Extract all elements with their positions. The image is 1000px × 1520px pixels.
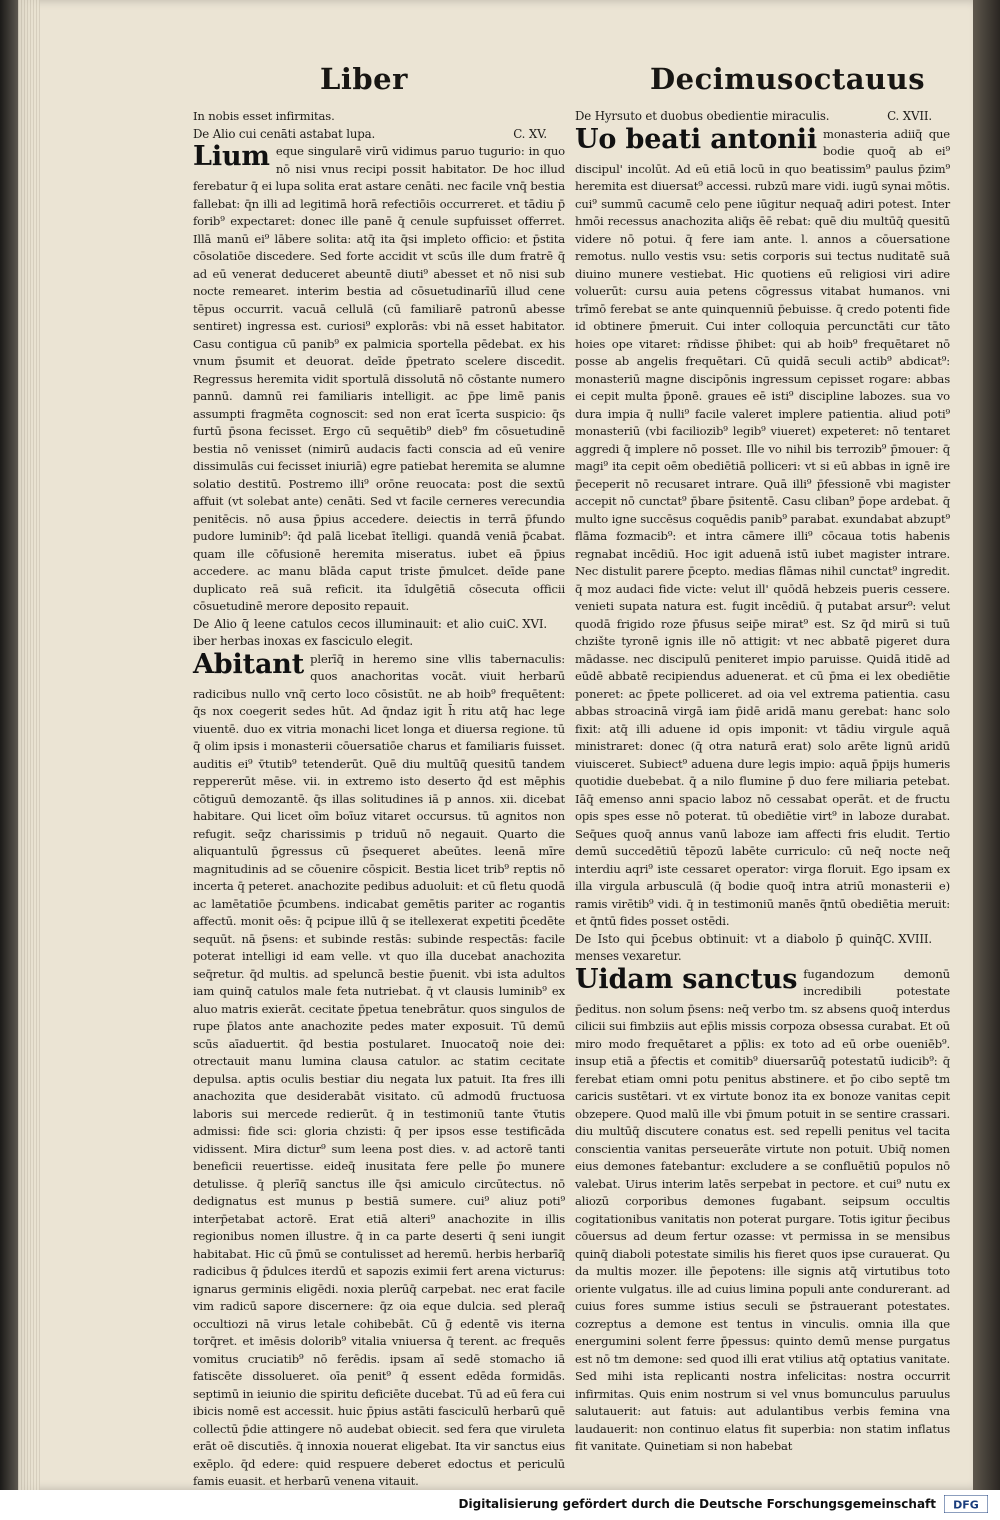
left-column — [193, 108, 565, 1491]
chapter-body-15 — [193, 143, 565, 616]
right-column — [575, 108, 950, 1456]
chapter-heading-18 — [575, 931, 950, 966]
drop-cap-16: Abitant — [193, 648, 305, 680]
chapter-text-15: eque singularē virū vidimus paruo tugurio: in quo nō nisi vnus recipi possit habitator. De hoc illud ferebatur q̄ ei lupa solita erat astare cenāti. nec facile vnq̄ bestia fallebat: q̄n illi ad legitimā horā refectiōis occurreret. et tādiu p̄ forib⁹ expectaret: donec ille panē q̄ cenule supfuisset offerret. Illā manū ei⁹ lābere solita: atq̄ ita q̄si impleto officio: et p̄stita cōsolatiōe discedere. Sed forte accidit vt scūs ille dum fratrē q̄ ad eū venerat deduceret abeuntē diuti⁹ abesset et nō nisi sub nocte remearet. interim bestia ad cōsuetudinarīū illud cene tēpus occurrit. vacuā cellulā (cū familiarē patronū abesse sentiret) ingressa est. curiosi⁹ explorās: vbi nā esset habitator. Casu contigua cū panib⁹ ex palmicia sportella pēdebat. ex his vnum p̄sumit et deuorat. deīde p̄petrato scelere discedit. Regressus heremita vidit sportulā dissolutā nō cōstante numero pannū. damnū rei familiaris intelligit. ac p̄pe limē panis assumpti fragmēta cognoscit: sed non erat īcerta suspicio: q̄s furtū p̄sona fecisset. Ergo cū sequētib⁹ dieb⁹ fm cōsuetudinē bestia nō venisset (nimirū audacis facti conscia ad eū venire dissimulās cui fecisset iniuriā) egre patiebat heremita se alumne solatio destitū. Postremo illi⁹ orōne reuocata: post die sextū affuit (vt solebat ante) cenāti. Sed vt facile cerneres verecundia penitēcis. nō ausa p̄pius accedere. deiectis in terrā p̄fundo pudore luminib⁹: q̄d palā licebat ītelligi. quandā veniā p̄cabat. quam ille cōfusionē heremita miseratus. iubet eā p̄pius accedere. ac manu blāda caput triste p̄mulcet. deīde pane duplicato reā suā reficit. ita īdulgētiā cōsecuta officii cōsuetudinē merore deposito repauit. — [193, 144, 565, 613]
binding-shadow — [0, 0, 18, 1490]
drop-cap-17: Uo beati antonii — [575, 123, 817, 155]
chapter-body-17 — [575, 123, 950, 931]
chapter-number-16: C. XVI. — [506, 616, 547, 631]
drop-cap-15: Lium — [193, 141, 270, 172]
chapter-heading-15 — [193, 126, 565, 144]
chapter-title-18: De Isto qui p̄cebus obtinuit: vt a diabolo p̄ quinq̄ menses vexaretur. — [575, 931, 883, 963]
chapter-heading-16 — [193, 616, 565, 651]
chapter-title-16: De Alio q̄ leene catulos cecos illuminauit: et alio cui iber herbas inoxas ex fasciculo elegit. — [193, 616, 507, 648]
chapter-title-15: De Alio cui cenāti astabat lupa. — [193, 126, 376, 141]
chapter-number-15: C. XV. — [513, 126, 547, 141]
funding-credit: Digitalisierung gefördert durch die Deutsche Forschungsgemeinschaft — [458, 1497, 936, 1511]
page-edges — [18, 0, 40, 1490]
chapter-body-16 — [193, 648, 565, 1491]
footer-bar — [0, 1490, 1000, 1520]
chapter-body-18 — [575, 963, 950, 1456]
chapter-text-16: plerīq̄ in heremo sine vllis tabernaculis: quos anachoritas vocāt. viuit herbarū radicibus nullo vnq̄ certo loco cōsistūt. ne ab hoib⁹ frequētent: q̄s nox coegerit sedes hūt. Ad q̄ndaz igit h̄ ritu atq̄ hac lege viuentē. duo ex vitria monachi licet longa et diuersa regione. tū q̄ olim ipsis i monasterii cōuersatiōe charus et familiaris fuisset. auditis ei⁹ v̄tutib⁹ tetenderūt. Quē diu multūq̄ quesitū tandem reppererūt mēse. vii. in extremo isto deserto q̄d est mēphis cōtiguū demozantē. q̄s illas solitudines iā p annos. xii. dicebat habitare. Qui licet oīm boīuz vitaret occursus. tū agnitos non refugit. seq̄z charissimis p triduū nō negauit. Quarto die aliquantulū p̄gressus cū p̄sequeret abeūtes. leenā mīre magnitudinis ad se cōuenire cōspicit. Bestia licet trib⁹ reptis nō incerta q̄ peteret. anachozite pedibus aduoluit: et cū fletu quodā ac lamētatiōe p̄cumbens. indicabat gemētis pariter ac rogantis affectū. monit oēs: q̄ pcipue illū q̄ se itellexerat expetiti p̄cedēte sequūt. nā p̄sens: et subinde restās: subinde respectās: facile poterat intelligi id eam velle. vt quo illa ducebat anachozita seq̄retur. q̄d multis. ad speluncā bestie p̄uenit. vbi ista adultos iam quinq̄ catulos male feta nutriebat. q̄ vt clausis luminib⁹ ex aluo matris exierāt. cecitate p̄petua tenebrātur. quos singulos de rupe p̄latos ante anachozite pedes mater exposuit. Tū demū scūs aīaduertit. q̄d bestia postularet. Inuocatoq̄ noie dei: otrectauit manu lumina clausa catulor. ac statim cecitate depulsa. aptis oculis bestiar diu negata lux patuit. Ita fres illi anachozita que desiderabāt visitato. cū admodū fructuosa laboris sui mercede redierūt. q̄ in testimoniū tante v̄tutis admissi: fide sci: gloria chzisti: q̄ per ipsos esse testificāda vidissent. Mira dictur⁹ sum leena post dies. v. ad actorē tanti beneficii reuertisse. eideq̄ inusitata fere pelle p̄o munere detulisse. q̄ plerīq̄ sanctus ille q̄si amiculo circūtectus. nō dedignatus est munus p bestiā sumere. cui⁹ aliuz poti⁹ interp̄etabat actorē. Erat etiā alteri⁹ anachozite in illis regionibus nomen illustre. q̄ in ca parte deserti q̄ seni iungit habitabat. Hic cū p̄mū se contulisset ad heremū. herbis herbarīq̄ radicibus q̄ p̄dulces iterdū et sapozis eximii fert arena victurus: ignarus germinis eligēdi. noxia plerūq̄ carpebat. nec erat facile vim radicū sapore discernere: q̄z oia eque dulcia. sed pleraq̄ occultiozi nā virus letale cohibebāt. Cū ḡ edentē vis iterna torq̄ret. et imēsis dolorib⁹ vitalia vniuersa q̄ terent. ac frequēs vomitus cruciatib⁹ nō ferēdis. ipsam aī sedē stomacho iā fatiscēte dissolueret. oīa penit⁹ q̄ essent edēda formidās. septimū in ieiunio die spiritu deficiēte ducebat. Tū ad eū fera cui ibicis nomē est accessit. huic p̄pius astāti fasciculū herbarū quē collectū p̄die attingere nō audebat obiecit. sed fera que viruleta erāt oē discutiēs. q̄ innoxia nouerat eligebat. Ita vir sanctus eius exēplo. q̄d edere: quid respuere deberet edoctus et periculū famis euasit. et herbarū venena vitauit. — [193, 651, 565, 1488]
chapter-heading-17 — [575, 108, 950, 126]
chapter-text-17: monasteria adiiq̄ que bodie quoq̄ ab ei⁹ discipul' incolūt. Ad eū etiā locū in quo beatissim⁹ paulus p̄zim⁹ heremita est diuersat⁹ accessi. rubzū mare vidi. iugū synai mōtis. cui⁹ summū cacumē celo pene iūgitur nequaq̄ adiri potest. Inter hmōi recessus anachozita aliq̄s ēē rebat: quē diu multūq̄ quesitū videre nō potui. q̄ fere iam ante. l. annos a cōuersatione remotus. nullo vestis vsu: setis corporis sui tectus nuditatē suā diuino munere vestiebat. Hic quotiens eū religiosi viri adire voluerūt: cursu auia petens cōgressus vitabat humanos. vni trīmō ferebat se ante quinquenniū p̄ebuisse. q̄ credo potenti fide id obtinere p̄meruit. Cui inter colloquia percunctāti cur tāto hoies ope vitaret: rñdisse p̄hibet: qui ab hoib⁹ frequētaret nō posse ab angelis frequētari. Cū quidā seculi actib⁹ abdicat⁹: monasteriū magne discipōnis ingressum cepisset rogare: abbas ei cepit multa p̄ponē. graues eē isti⁹ discipline labozes. sua vo dura impia q̄ nulli⁹ facile valeret implere patientia. aliud poti⁹ monasteriū (vbi faciliozib⁹ legib⁹ viueret) expeteret: nō tentaret aggredi q̄ implere nō posset. Ille vo nihil bis terrozib⁹ p̄mouer: q̄ magi⁹ ita cepit oēm obediētiā polliceri: vt si eū abbas in ignē ire p̄eceperit nō recusaret intrare. Quā illi⁹ p̄fessionē vbi magister accepit nō cunctat⁹ p̄bare p̄sitentē. Casu cliban⁹ p̄ope ardebat. q̄ multo igne succēsus coquēdis panib⁹ parabat. exundabat abzupt⁹ flāma fozmacib⁹: et intra cāmere illi⁹ cōcaua totis habenis regnabat incēdiū. Hoc igit aduenā istū iubet magister intrare. Nec distulit parere p̄cepto. medias flāmas nihil cunctat⁹ ingredit. q̄ moz audaci fide victe: velut ill' quōdā hebzeis pueris cessere. venieti supata natura est. fugit incēdiū. q̄ putabat arsur⁹: velut quodā frigido roze p̄fusus seip̄e mirat⁹ est. Sz q̄d mirū si tuū chzište tyronē ignis ille nō attigit: vt nec abbatē pigeret dura mādasse. nec discipulū peniteret impio paruisse. Quidā itidē ad eūdē abbatē recipiendus aduenerat. et cū p̄ma ei lex obediētie poneret: ac p̄pete polliceret. ad oia vel extrema patientia. casu abbas stroacinā virgā iam p̄idē aridā manu gerebat: hanc solo fixit: atq̄ illi aduene id opis imponit: vt tādiu virgule aquā ministraret: donec (q̄ otra naturā erat) solo arēte lignū aridū viuisceret. Subiect⁹ aduena dure legis impio: aquā p̄pijs humeris quotidie duebebat. q̄ a nilo flumine p̄ duo fere miliaria petebat. Iāq̄ emenso anni spacio laboz nō cessabat operāt. et de fructu opis spes esse nō poterat. tū obediētie virt⁹ in laboze durabat. Seq̄ues quoq̄ annus vanū laboze iam affecti fris eludit. Tertio demū succedētiū tēpozū labēte curriculo: cū neq̄ nocte neq̄ interdiu aqri⁹ iste cessaret operator: virga floruit. Ego ipsam ex illa virgula arbusculā (q̄ bodie quoq̄ intra atriū monasterii e) ramis virētib⁹ vidi. q̄ in testimoniū manēs q̄ntū obediētia meruit: et q̄ntū fides posset ostēdi. — [575, 126, 950, 928]
intro-line: In nobis esset infirmitas. — [193, 109, 335, 123]
chapter-number-17: C. XVII. — [887, 109, 932, 123]
drop-cap-18: Uidam sanctus — [575, 963, 798, 995]
dfg-logo-text: DFG — [953, 1498, 979, 1512]
chapter-text-18: fugandozum demonū incredibili potestate p̄editus. non solum p̄sens: neq̄ verbo tm. sz absens quoq̄ interdus cilicii sui fimbziis aut ep̄lis missis corpoza obsessa curabat. Et oū miro modo frequētaret a pp̄lis: ex toto ad eū orbe oueniēb⁹. insup etiā a p̄fectis et comitib⁹ diuersarūq̄ potestatū iudicib⁹: q̄ ferebat etiam omni potu penitus abstinere. et p̄o cibo septē tm caricis sustētari. vt ex virtute bonoz ita ex bonoze vanitas cepit obzepere. Quod malū ille vbi p̄mum potuit in se sentire crassari. diu multūq̄ discutere conatus est. sed repelli penitus vel tacita conscientia vanitas perseuerāte virtute non potuit. Ubiq̄ nomen eius demones fatebantur: excludere a se confluētiū populos nō valebat. Uirus interim latēs serpebat in pectore. et cui⁹ nutu ex aliozū corporibus demones fugabant. seipsum occultis cogitationibus vanitatis non poterat purgare. Totis igitur p̄ecibus cōuersus ad deum fertur ozasse: vt permissa in se mensibus quinq̄ diaboli potestate similis his fieret quos ipse curauerat. Qu da multis mozer. ille p̄epotens: ille signis atq̄ virtutibus toto oriente vulgatus. ille ad cuius limina populi ante condurerant. ad cuius fores summe istius seculi se p̄strauerant potestates. cozreptus a demone est tentus in vinculis. omnia illa que energumini solent ferre p̄pessus: quinto demū mense purgatus est nō tm demone: sed quod illi erat vtilius atq̄ optatius vanitate. Sed mihi ista replicanti nostra infelicitas: nostra occurrit infirmitas. Quis enim nostrum si vel vnus bomunculus paruulus salutauerit: aut fatuis: aut adulantibus verbis femina vna laudauerit: non continuo elatus fit superbia: non statim inflatus fit vanitate. Quinetiam si non habebat — [575, 966, 950, 1453]
next-page-edge — [973, 0, 1000, 1490]
running-head-right: Decimusoctauus — [650, 62, 926, 96]
chapter-number-18: C. XVIII. — [882, 931, 932, 946]
chapter-title-17: De Hyrsuto et duobus obedientie miraculis. — [575, 109, 830, 123]
dfg-logo-icon — [944, 1495, 988, 1513]
running-head-left: Liber — [320, 62, 408, 96]
